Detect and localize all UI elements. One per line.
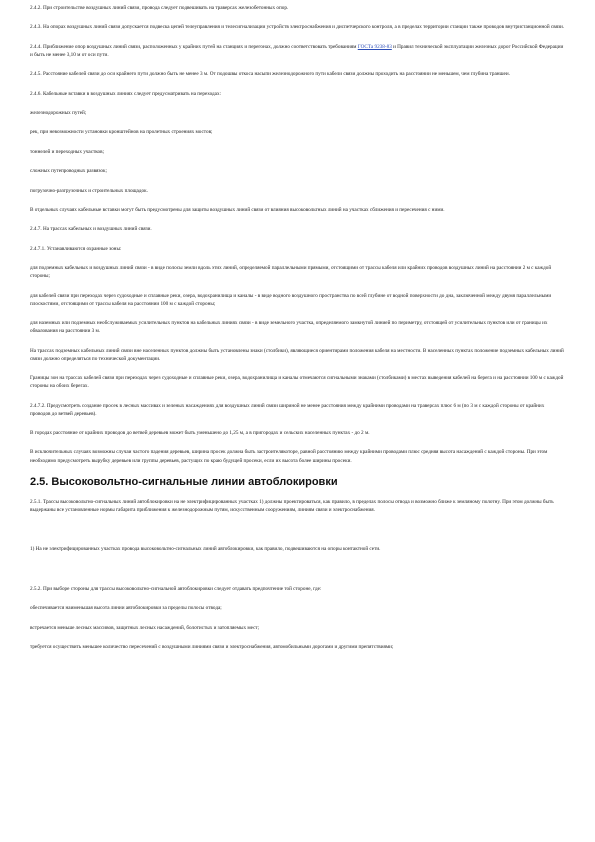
paragraph: В исключительных случаях возможны случаи частого падения деревьев, ширина просек должна быть застроителякоторе, равной расстоянию между крайними проводами плюс средняя высота насаждений с каждой стороны. При этом необходимо предусмотреть вырубку деревьев или группы деревьев, растущих по краю будущей просеки, если их высота более ширины просеки. <box>30 449 548 464</box>
paragraph: В городах расстояние от крайних проводов до ветвей деревьев может быть уменьшено до 1,25 м, а в пригородах и сельских населенных пунктах - до 2 м. <box>30 430 370 437</box>
paragraph: для кабелей связи при переходах через судоходные и сплавные реки, озера, водохранилища и каналы - в виде водного воздушного пространства по всей глубине от водной поверхности до дна, заключенной между двумя параллельными плоскостями, отстоящими от трассы кабеля на расстоянии 100 м с каждой стороны; <box>30 292 552 307</box>
list-item: обеспечивается наименьшая высота линии автоблокировки за пределы полосы отвода; <box>30 605 222 612</box>
gost-link[interactable]: ГОСТа 9238-83 <box>357 43 392 50</box>
list-item: погрузочно-разгрузочных и строительных площадок. <box>30 187 148 194</box>
paragraph-2-5-1: 2.5.1. Трассы высоковольтно-сигнальных линий автоблокировки на не электрифицированных участках 1) должны проектироваться, как правило, в пределах полосы отвода и возможно ближе к земляному полотну. При этом должны быть выдержаны все установленные нормы габарита приближения к железнодорожным путям, искусственным сооружениям, линиям связи и электроснабжения. <box>30 498 554 514</box>
spacer <box>30 525 565 545</box>
spacer <box>30 565 565 585</box>
section-heading: 2.5. Высоковольтно-сигнальные линии автоблокировки <box>30 475 338 488</box>
list-item: встречается меньше лесных массивов, защитных лесных насаждений, болотистых и затопляемых мест; <box>30 624 260 631</box>
paragraph-2-4-3: 2.4.3. На опорах воздушных линий связи допускается подвеска цепей телеуправления и телесигнализации устройств электроснабжения и диспетчерского контроля, а в пределах территории станции также проводов внутристанционной связи. <box>30 24 565 31</box>
list-item: сложных путепроводных развязок; <box>30 168 107 175</box>
paragraph: На трассах подземных кабельных линий связи вне населенных пунктов должны быть установлены знаки (столбики), являющиеся ориентирами положения кабеля на местности. В населенных пунктах положение подземных кабельных линий связи должно определяться по технической документации. <box>30 347 564 362</box>
paragraph: для подземных кабельных и воздушных линий связи - в виде полосы земли вдоль этих линий, определяемой параллельными прямыми, отстоящими от трассы кабеля или крайних проводов воздушных линий на расстоянии 2 м с каждой стороны; <box>30 265 552 280</box>
paragraph: Границы зон на трассах кабелей связи при переходах через судоходные и сплавные реки, озера, водохранилища и каналы отмечаются сигнальными знаками (столбиками) в местах выведения кабелей на берега и на расстоянии 100 м с каждой стороны на обоих берегах. <box>30 375 564 390</box>
list-item: тоннелей и переходных участков; <box>30 148 105 155</box>
paragraph-2-5-2: 2.5.2. При выборе стороны для трассы высоковольтно-сигнальной автоблокировки следует отдавать предпочтение той стороне, где: <box>30 585 322 592</box>
footnote: 1) На не электрифицированных участках провода высоковольтно-сигнальных линий автоблокировки, как правило, подвешиваются на опоры контактной сети. <box>30 546 381 553</box>
paragraph-2-4-7-2: 2.4.7.2. Предусмотреть создание просек в лесных массивах и зеленых насаждениях для воздушных линий связи шириной не менее расстояния между крайними проводами на траверсах плюс 6 м (по 3 м с каждой стороны от крайних проводов до ветвей деревьев). <box>30 402 545 417</box>
paragraph: для наземных или подземных необслуживаемых усилительных пунктов на кабельных линиях связи - в виде земельного участка, определяемого замкнутой линией по периметру, отстоящей от усилительных пунктов или от границы их обвалования на расстоянии 3 м. <box>30 320 548 335</box>
paragraph-text: 2.4.4. Приближение опор воздушных линий связи, расположенных у крайних путей на станциях и перегонах, должно соответствовать требованиям <box>30 43 358 50</box>
paragraph-2-4-6: 2.4.6. Кабельные вставки в воздушных линиях следует предусматривать на переходах: <box>30 90 222 97</box>
paragraph-text: и Правил технической эксплуатации железных дорог Российской Федерации и быть не менее 3,10 м от оси пути. <box>30 43 564 58</box>
list-item: требуется осуществить меньшее количество пересечений с воздушными линиями связи и электроснабжения, автомобильными дорогами и другими препятствиями; <box>30 644 394 650</box>
paragraph: В отдельных случаях кабельные вставки могут быть предусмотрены для защиты воздушных линий связи от влияния высоковольтных линий на участках сближения и пересечения с ними. <box>30 207 445 213</box>
document-page <box>30 4 565 662</box>
paragraph-2-4-5: 2.4.5. Расстояние кабелей связи до оси крайнего пути должно быть не менее 3 м. От подошвы откоса насыпи железнодорожного пути кабели связи должны проходить на расстоянии не меньшем, чем глубина траншеи. <box>30 71 510 78</box>
paragraph-2-4-7: 2.4.7. На трассах кабельных и воздушных линий связи. <box>30 226 152 233</box>
paragraph-2-4-4 <box>30 43 565 59</box>
list-item: железнодорожных путей; <box>30 110 87 117</box>
paragraph-2-4-7-1: 2.4.7.1. Устанавливаются охранные зоны: <box>30 245 122 252</box>
paragraph-2-4-2: 2.4.2. При строительстве воздушных линий связи, провода следует подвешивать на траверсах железобетонных опор. <box>30 5 289 11</box>
list-item: рек, при невозможности установки кронштейнов на пролетных строениях мостов; <box>30 129 213 136</box>
